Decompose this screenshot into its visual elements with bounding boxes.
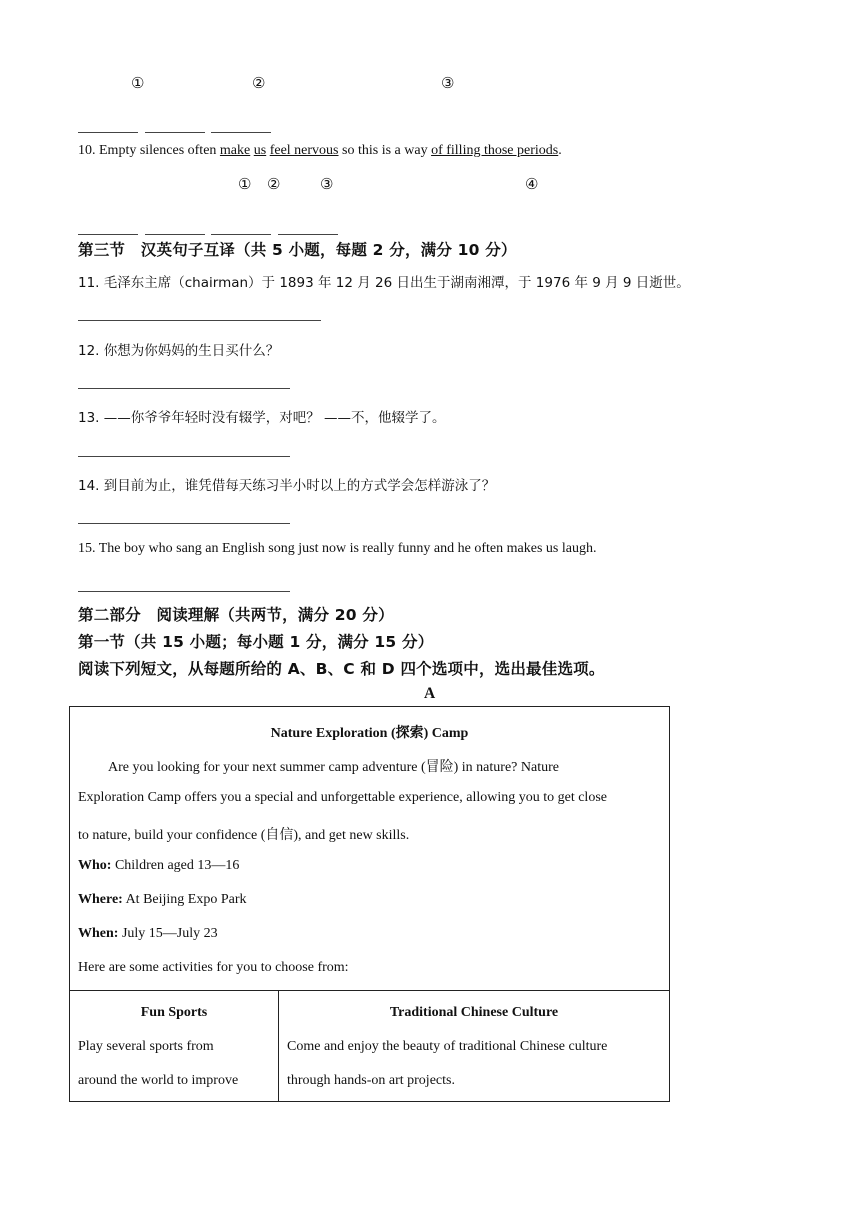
answer-line[interactable] (78, 319, 321, 321)
q9-answer-blanks (78, 122, 271, 138)
underlined-part-3: feel nervous (269, 143, 339, 158)
underlined-part-1: make (219, 143, 251, 158)
passage-title: Nature Exploration (探索) Camp (270, 726, 469, 741)
activity-2-title: Traditional Chinese Culture (389, 1005, 559, 1020)
answer-line[interactable] (78, 455, 290, 457)
answer-line[interactable] (78, 522, 290, 524)
period: . (558, 143, 562, 158)
passage-text: Are you looking for your next summer camp adventure (冒险) in nature? Nature (108, 760, 559, 775)
passage-letter: A (424, 685, 436, 702)
reading-instruction: 阅读下列短文，从每题所给的 A、B、C 和 D 四个选项中，选出最佳选项。 (78, 660, 605, 678)
q9-marker-2: ② (252, 76, 266, 92)
answer-blank[interactable] (278, 233, 338, 235)
where-label: Where: (78, 892, 123, 907)
question-12: 12. 你想为你妈妈的生日买什么？ (78, 343, 280, 359)
table-divider (70, 990, 669, 991)
question-15: 15. The boy who sang an English song just now is really funny and he often makes us laugh. (78, 541, 597, 556)
when-label: When: (78, 926, 119, 941)
section-3-heading: 第三节 汉英句子互译（共 5 小题，每题 2 分，满分 10 分） (78, 241, 517, 259)
answer-line[interactable] (78, 387, 290, 389)
where-value: At Beijing Expo Park (122, 892, 247, 907)
part-2-heading: 第二部分 阅读理解（共两节，满分 20 分） (78, 606, 394, 624)
question-10 (78, 143, 562, 159)
answer-line[interactable] (78, 590, 290, 592)
who-value: Children aged 13—16 (111, 858, 240, 873)
activity-1-text: Play several sports from (78, 1039, 214, 1054)
answer-blank[interactable] (145, 131, 205, 133)
q10-marker-1: ① (238, 177, 252, 193)
answer-blank[interactable] (211, 233, 271, 235)
underlined-part-4: of filling those periods (431, 143, 559, 158)
activity-1-text: around the world to improve (78, 1073, 239, 1088)
question-number: 10. (78, 143, 96, 158)
answer-blank[interactable] (78, 131, 138, 133)
when-value: July 15—July 23 (118, 926, 218, 941)
activities-intro: Here are some activities for you to choose from: (78, 960, 349, 975)
question-14: 14. 到目前为止，谁凭借每天练习半小时以上的方式学会怎样游泳了？ (78, 478, 496, 494)
activity-2-text: through hands-on art projects. (287, 1073, 455, 1088)
answer-blank[interactable] (78, 233, 138, 235)
q10-marker-3: ③ (320, 177, 334, 193)
answer-blank[interactable] (145, 233, 205, 235)
q9-marker-1: ① (131, 76, 145, 92)
passage-text: to nature, build your confidence (自信), and get new skills. (78, 828, 410, 843)
q10-marker-2: ② (267, 177, 281, 193)
passage-text: Exploration Camp offers you a special and unforgettable experience, allowing you to get close (78, 790, 607, 805)
question-11: 11. 毛泽东主席（chairman）于 1893 年 12 月 26 日出生于湖南湘潭，于 1976 年 9 月 9 日逝世。 (78, 275, 690, 291)
sentence-text: so this is a way (338, 143, 432, 158)
question-13: 13. ——你爷爷年轻时没有辍学，对吧？ ——不，他辍学了。 (78, 410, 446, 426)
q10-marker-4: ④ (525, 177, 539, 193)
passage-box (69, 706, 670, 1102)
sentence-text: Empty silences often (99, 143, 220, 158)
section-1-heading: 第一节（共 15 小题；每小题 1 分，满分 15 分） (78, 633, 434, 651)
answer-blank[interactable] (211, 131, 271, 133)
activity-2-text: Come and enjoy the beauty of traditional Chinese culture (287, 1039, 608, 1054)
underlined-part-2: us (253, 143, 267, 158)
q9-marker-3: ③ (441, 76, 455, 92)
who-line (78, 858, 239, 874)
activity-1-title: Fun Sports (140, 1005, 208, 1020)
where-line (78, 892, 247, 908)
when-line (78, 926, 218, 942)
who-label: Who: (78, 858, 112, 873)
